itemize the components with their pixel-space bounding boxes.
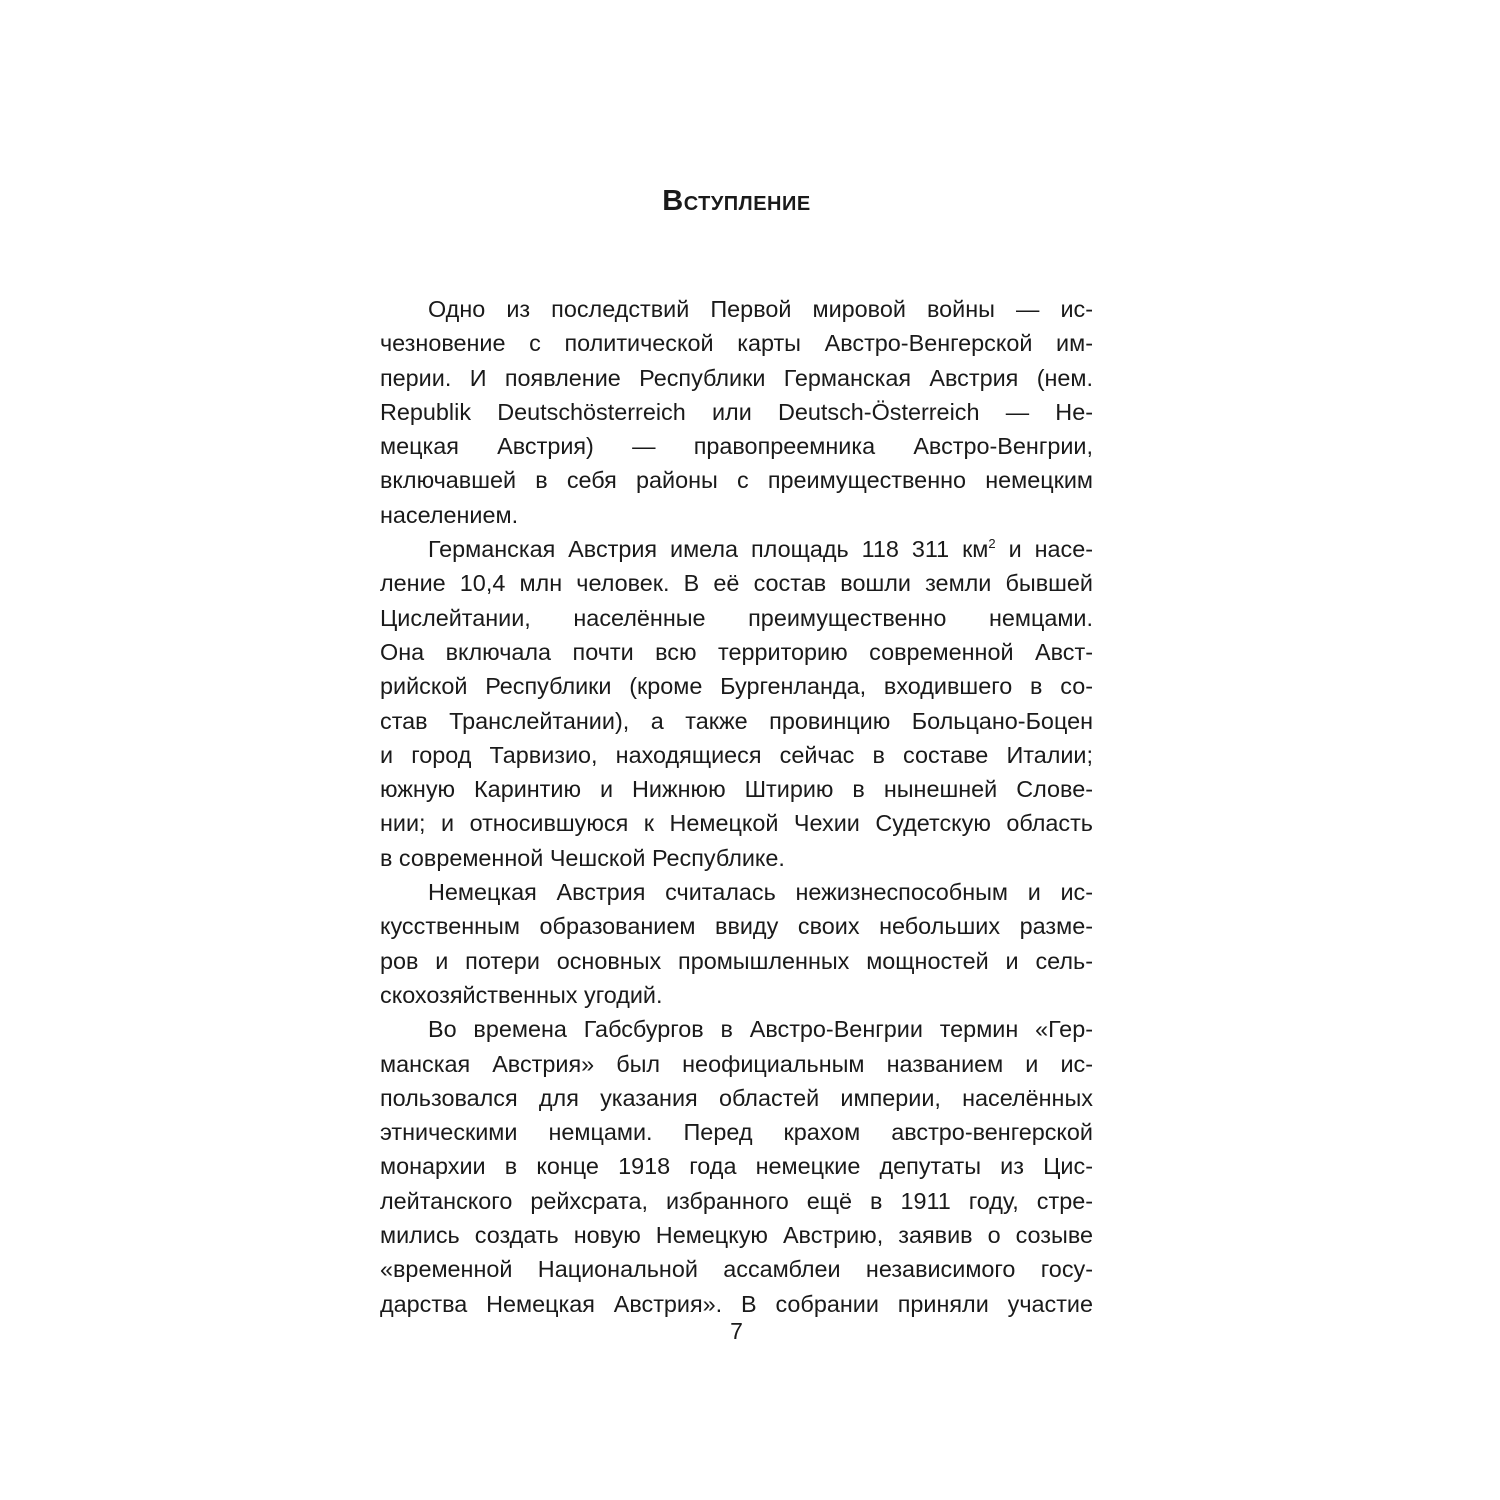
text-line: Republik Deutschösterreich или Deutsch-Österreich — Не- [380,398,1093,425]
text-line: Цислейтании, населённые преимущественно немцами. [380,604,1093,631]
text-line: Она включала почти всю территорию современной Авст- [380,638,1093,665]
page-number: 7 [730,1318,743,1344]
text-line: манская Австрия» был неофициальным названием и ис- [380,1050,1093,1077]
text-line: скохозяйственных угодий. [380,981,663,1008]
chapter-title: Вступление [662,185,811,217]
text-line: «временной Национальной ассамблеи независимого госу- [380,1256,1093,1283]
text-line: лейтанского рейхсрата, избранного ещё в 1911 году, стре- [380,1187,1093,1214]
text-segment: и насе- [995,536,1093,563]
text-line: включавшей в себя районы с преимущественно немецким [380,467,1093,494]
text-line: рийской Республики (кроме Бургенланда, входившего в со- [380,673,1093,700]
text-line: став Транслейтании), а также провинцию Больцано-Боцен [380,707,1093,734]
text-line: пользовался для указания областей империи, населённых [380,1084,1093,1111]
text-line: мецкая Австрия) — правопреемника Австро-Венгрии, [380,433,1093,460]
text-line: перии. И появление Республики Германская Австрия (нем. [380,364,1093,391]
text-line: Во времена Габсбургов в Австро-Венгрии термин «Гер- [428,1016,1093,1043]
text-line: монархии в конце 1918 года немецкие депутаты из Цис- [380,1153,1093,1180]
text-line: дарства Немецкая Австрия». В собрании приняли участие [380,1290,1093,1317]
text-line-with-superscript [380,532,1093,566]
text-line: мились создать новую Немецкую Австрию, заявив о созыве [380,1222,1093,1249]
text-line: южную Каринтию и Нижнюю Штирию в нынешней Слове- [380,776,1093,803]
text-line: ление 10,4 млн человек. В её состав вошли земли бывшей [380,570,1093,597]
text-line: чезновение с политической карты Австро-Венгерской им- [380,330,1093,357]
text-line: населением. [380,501,519,528]
body-text [380,292,1093,1321]
text-line: этническими немцами. Перед крахом австро-венгерской [380,1119,1093,1146]
text-line: в современной Чешской Республике. [380,844,785,871]
text-line: Немецкая Австрия считалась нежизнеспособным и ис- [428,879,1093,906]
text-line: нии; и относившуюся к Немецкой Чехии Судетскую область [380,810,1093,837]
superscript: 2 [988,536,996,552]
text-line: ров и потери основных промышленных мощностей и сель- [380,947,1093,974]
text-line: кусственным образованием ввиду своих небольших разме- [380,913,1093,940]
text-segment: Германская Австрия имела площадь 118 311 км [428,536,989,563]
text-line: Одно из последствий Первой мировой войны — ис- [428,296,1093,322]
text-line: и город Тарвизио, находящиеся сейчас в составе Италии; [380,741,1093,768]
